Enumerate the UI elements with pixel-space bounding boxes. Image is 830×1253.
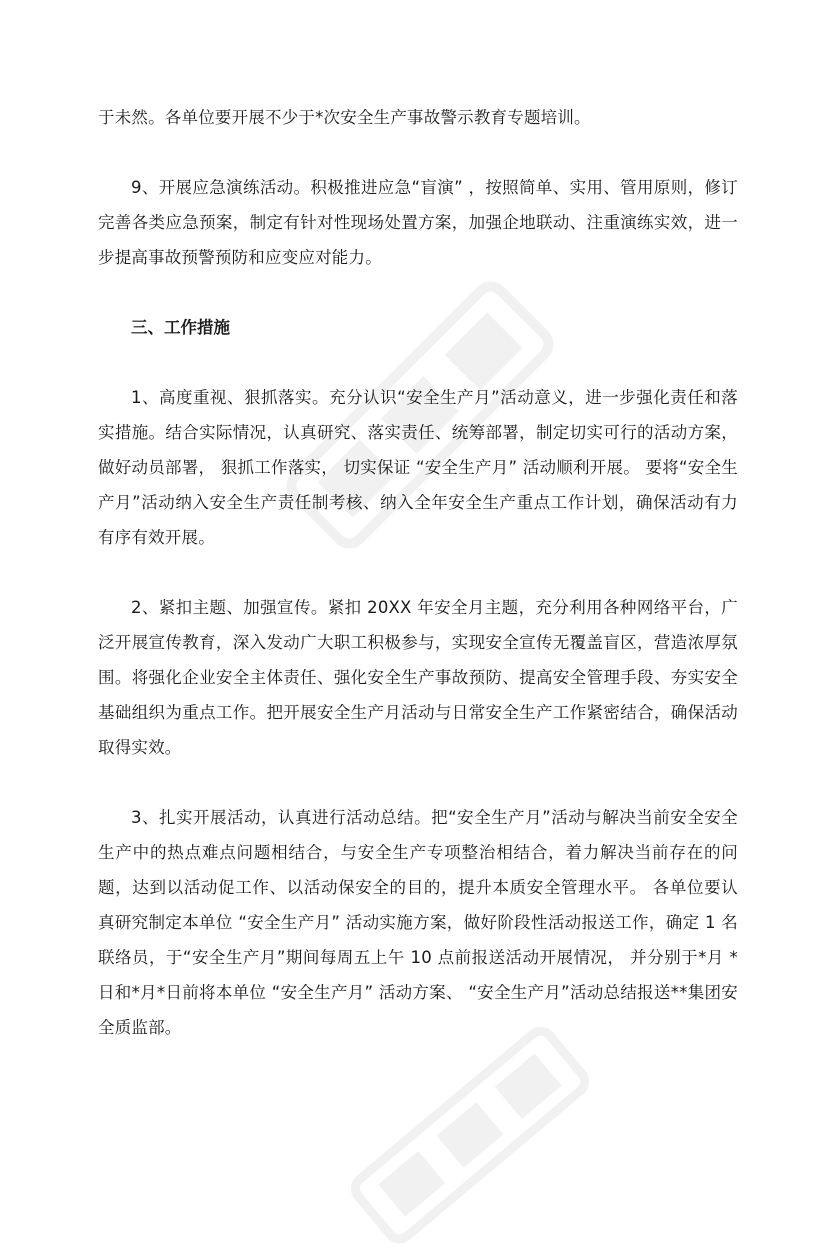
document-body	[98, 100, 738, 1045]
measure-item-3: 3、扎实开展活动，认真进行活动总结。把“安全生产月”活动与解决当前安全安全生产中的热点难点问题相结合，与安全生产专项整治相结合，着力解决当前存在的问题，达到以活动促工作、以活动保安全的目的，提升本质安全管理水平。 各单位要认真研究制定本单位 “安全生产月” 活动实施方案，做好阶段性活动报送工作，确定 1 名联络员，于“安全生产月”期间每周五上午 10 点前报送活动开展情况， 并分别于*月 *日和*月*日前将本单位 “安全生产月” 活动方案、 “安全生产月”活动总结报送**集团安全质监部。	[98, 808, 738, 1037]
paragraph-item-9: 9、开展应急演练活动。积极推进应急“盲演” ，按照简单、实用、管用原则，修订完善各类应急预案，制定有针对性现场处置方案，加强企地联动、注重演练实效，进一步提高事故预警预防和应变应对能力。	[98, 178, 738, 267]
paragraph-gap	[98, 135, 738, 170]
section-heading: 三、工作措施	[131, 318, 230, 337]
paragraph-gap	[98, 555, 738, 590]
paragraph-gap	[98, 345, 738, 380]
measure-item-2: 2、紧扣主题、加强宣传。紧扣 20XX 年安全月主题，充分利用各种网络平台，广泛开展宣传教育，深入发动广大职工积极参与，实现安全宣传无覆盖盲区，营造浓厚氛围。将强化企业安全主体责任、强化安全生产事故预防、提高安全管理手段、夯实安全基础组织为重点工作。把开展安全生产月活动与日常安全生产工作紧密结合，确保活动取得实效。	[98, 598, 738, 757]
measure-item-1: 1、高度重视、狠抓落实。充分认识“安全生产月”活动意义，进一步强化责任和落实措施。结合实际情况，认真研究、落实责任、统筹部署，制定切实可行的活动方案，做好动员部署， 狠抓工作落实， 切实保证 “安全生产月” 活动顺利开展。 要将“安全生产月”活动纳入安全生产责任制考核、纳入全年安全生产重点工作计划，确保活动有力有序有效开展。	[98, 388, 738, 547]
watermark-graphic-bottom	[341, 1017, 598, 1253]
paragraph-continued: 于未然。各单位要开展不少于*次安全生产事故警示教育专题培训。	[98, 108, 591, 127]
paragraph-gap	[98, 765, 738, 800]
paragraph-gap	[98, 275, 738, 310]
